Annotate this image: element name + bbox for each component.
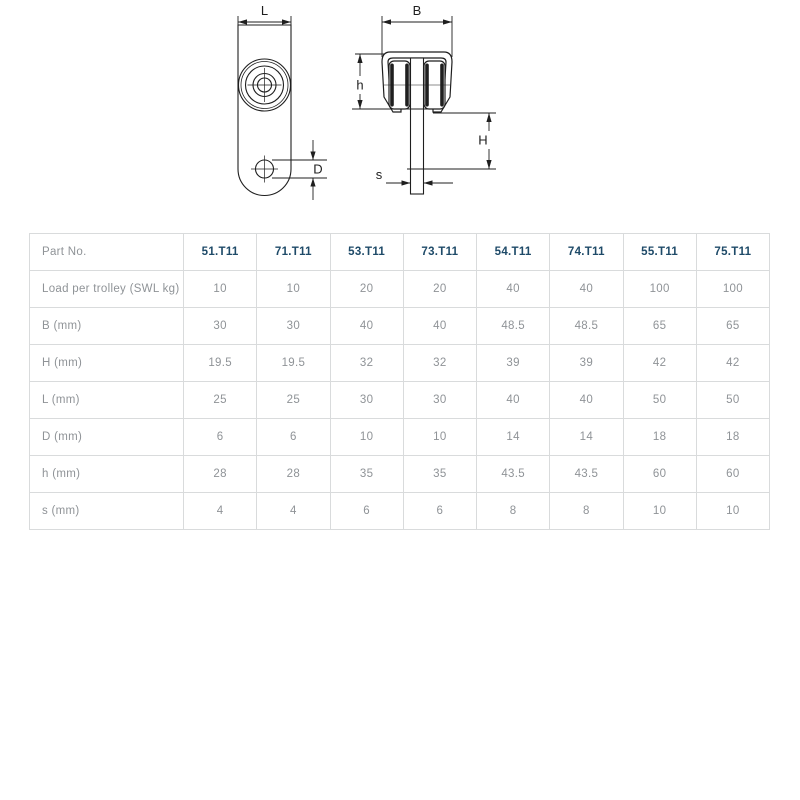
value-cell: 4 — [257, 493, 330, 530]
value-cell: 18 — [623, 419, 696, 456]
value-cell: 60 — [623, 456, 696, 493]
arrowhead-icon — [424, 180, 433, 185]
dimension-s-label: s — [375, 167, 383, 182]
arrowhead-icon — [282, 19, 291, 24]
row-label: s (mm) — [30, 493, 184, 530]
arrowhead-icon — [357, 100, 362, 109]
table-row — [30, 382, 770, 419]
column-header-part-no: Part No. — [30, 234, 184, 271]
value-cell: 42 — [623, 345, 696, 382]
value-cell: 14 — [550, 419, 623, 456]
value-cell: 10 — [257, 271, 330, 308]
arrowhead-icon — [357, 54, 362, 63]
value-cell: 50 — [623, 382, 696, 419]
value-cell: 8 — [550, 493, 623, 530]
value-cell: 100 — [623, 271, 696, 308]
column-header-part-number: 71.T11 — [257, 234, 330, 271]
dimension-L-label: L — [260, 3, 269, 18]
value-cell: 100 — [696, 271, 769, 308]
value-cell: 40 — [403, 308, 476, 345]
value-cell: 40 — [477, 382, 550, 419]
value-cell: 6 — [184, 419, 257, 456]
row-label: D (mm) — [30, 419, 184, 456]
value-cell: 10 — [403, 419, 476, 456]
spec-table — [29, 233, 770, 530]
value-cell: 28 — [184, 456, 257, 493]
value-cell: 20 — [330, 271, 403, 308]
value-cell: 35 — [403, 456, 476, 493]
value-cell: 30 — [330, 382, 403, 419]
column-header-part-number: 54.T11 — [477, 234, 550, 271]
arrowhead-icon — [382, 19, 391, 24]
value-cell: 60 — [696, 456, 769, 493]
value-cell: 4 — [184, 493, 257, 530]
arrowhead-icon — [310, 152, 315, 161]
value-cell: 18 — [696, 419, 769, 456]
table-row — [30, 345, 770, 382]
column-header-part-number: 53.T11 — [330, 234, 403, 271]
value-cell: 10 — [623, 493, 696, 530]
value-cell: 25 — [257, 382, 330, 419]
column-header-part-number: 51.T11 — [184, 234, 257, 271]
value-cell: 10 — [696, 493, 769, 530]
value-cell: 30 — [403, 382, 476, 419]
row-label: h (mm) — [30, 456, 184, 493]
value-cell: 39 — [477, 345, 550, 382]
value-cell: 6 — [403, 493, 476, 530]
value-cell: 6 — [330, 493, 403, 530]
row-label: Load per trolley (SWL kg) — [30, 271, 184, 308]
technical-drawing — [0, 0, 800, 230]
arrowhead-icon — [443, 19, 452, 24]
value-cell: 40 — [550, 382, 623, 419]
row-label: H (mm) — [30, 345, 184, 382]
value-cell: 35 — [330, 456, 403, 493]
value-cell: 28 — [257, 456, 330, 493]
column-header-part-number: 55.T11 — [623, 234, 696, 271]
value-cell: 19.5 — [257, 345, 330, 382]
arrowhead-icon — [238, 19, 247, 24]
value-cell: 30 — [257, 308, 330, 345]
arrowhead-icon — [486, 160, 491, 169]
value-cell: 40 — [330, 308, 403, 345]
value-cell: 30 — [184, 308, 257, 345]
table-row — [30, 456, 770, 493]
value-cell: 6 — [257, 419, 330, 456]
value-cell: 48.5 — [477, 308, 550, 345]
value-cell: 65 — [623, 308, 696, 345]
value-cell: 39 — [550, 345, 623, 382]
value-cell: 10 — [184, 271, 257, 308]
dimension-h-label: h — [356, 77, 364, 93]
row-label: L (mm) — [30, 382, 184, 419]
column-header-part-number: 75.T11 — [696, 234, 769, 271]
dimension-D-label: D — [313, 161, 323, 177]
arrowhead-icon — [310, 178, 315, 187]
spec-table-body — [30, 271, 770, 530]
value-cell: 19.5 — [184, 345, 257, 382]
arrowhead-icon — [486, 113, 491, 122]
dimension-H-label: H — [478, 132, 488, 148]
table-row — [30, 308, 770, 345]
value-cell: 42 — [696, 345, 769, 382]
value-cell: 43.5 — [550, 456, 623, 493]
value-cell: 40 — [477, 271, 550, 308]
value-cell: 43.5 — [477, 456, 550, 493]
dimension-B-label: B — [412, 3, 422, 18]
value-cell: 48.5 — [550, 308, 623, 345]
value-cell: 8 — [477, 493, 550, 530]
table-row — [30, 419, 770, 456]
front-view-drawing — [352, 3, 496, 194]
value-cell: 14 — [477, 419, 550, 456]
column-header-part-number: 74.T11 — [550, 234, 623, 271]
value-cell: 10 — [330, 419, 403, 456]
arrowhead-icon — [402, 180, 411, 185]
table-row — [30, 271, 770, 308]
side-view-drawing — [238, 3, 327, 200]
spec-table-header-row — [30, 234, 770, 271]
hanging-bar-outline — [411, 58, 424, 194]
table-row — [30, 493, 770, 530]
dimension-B — [382, 16, 452, 57]
value-cell: 40 — [550, 271, 623, 308]
value-cell: 65 — [696, 308, 769, 345]
value-cell: 32 — [330, 345, 403, 382]
value-cell: 20 — [403, 271, 476, 308]
value-cell: 25 — [184, 382, 257, 419]
column-header-part-number: 73.T11 — [403, 234, 476, 271]
value-cell: 50 — [696, 382, 769, 419]
value-cell: 32 — [403, 345, 476, 382]
row-label: B (mm) — [30, 308, 184, 345]
